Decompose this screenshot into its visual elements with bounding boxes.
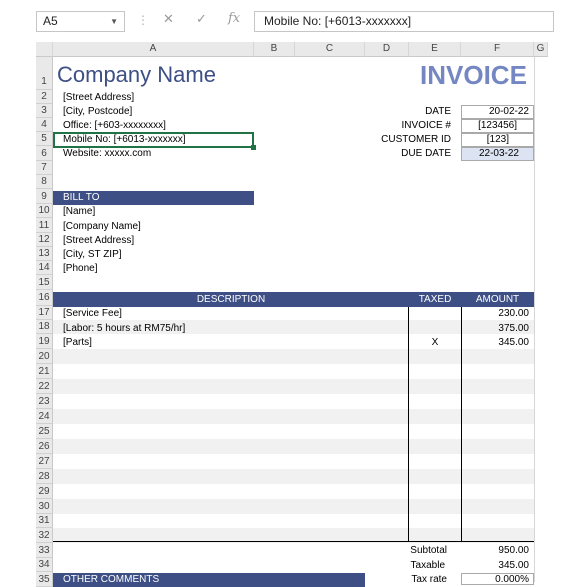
address-line[interactable]: Website: xxxxx.com bbox=[63, 148, 152, 159]
invoice-title: INVOICE bbox=[420, 60, 527, 90]
bill-to-line[interactable]: [Name] bbox=[63, 206, 96, 217]
row-header[interactable]: 18 bbox=[36, 320, 53, 334]
column-header-b[interactable] bbox=[254, 42, 295, 57]
name-box-value: A5 bbox=[43, 14, 58, 28]
row-header[interactable]: 10 bbox=[36, 204, 53, 218]
meta-value-invoice-number[interactable]: [123456] bbox=[461, 119, 534, 133]
row-header[interactable]: 17 bbox=[36, 306, 53, 320]
address-line[interactable]: Office: [+603-xxxxxxxx] bbox=[63, 120, 166, 131]
formula-input[interactable] bbox=[254, 11, 554, 32]
column-label: C bbox=[325, 43, 334, 54]
row-header[interactable]: 5 bbox=[36, 132, 53, 146]
column-label: D bbox=[382, 43, 391, 54]
row-header[interactable]: 33 bbox=[36, 543, 53, 558]
other-comments-header: OTHER COMMENTS bbox=[53, 573, 365, 587]
row-header[interactable]: 34 bbox=[36, 558, 53, 572]
meta-value-due-date[interactable]: 22-03-22 bbox=[461, 147, 534, 161]
row-header[interactable]: 22 bbox=[36, 379, 53, 394]
fill-handle[interactable] bbox=[251, 145, 256, 150]
function-icon[interactable]: fx bbox=[228, 11, 241, 26]
formula-content: Mobile No: [+6013-xxxxxxx] bbox=[264, 14, 412, 28]
row-header[interactable]: 2 bbox=[36, 90, 53, 104]
row-header[interactable]: 24 bbox=[36, 409, 53, 424]
meta-value-date[interactable]: 20-02-22 bbox=[461, 105, 534, 119]
bill-to-line[interactable]: [City, ST ZIP] bbox=[63, 249, 122, 260]
row-header[interactable]: 1 bbox=[36, 57, 53, 90]
address-line[interactable]: [City, Postcode] bbox=[63, 106, 133, 117]
subtotal-label: Subtotal bbox=[410, 545, 447, 556]
column-header-c[interactable] bbox=[295, 42, 365, 57]
line-item-description[interactable]: [Service Fee] bbox=[63, 308, 122, 319]
row-header[interactable]: 4 bbox=[36, 118, 53, 132]
column-header-e[interactable] bbox=[409, 42, 461, 57]
meta-label-customer-id: CUSTOMER ID bbox=[381, 134, 451, 145]
column-label: A bbox=[149, 43, 157, 54]
meta-label-due-date: DUE DATE bbox=[401, 148, 451, 159]
subtotal-value[interactable]: 950.00 bbox=[498, 545, 529, 556]
row-header[interactable]: 15 bbox=[36, 275, 53, 290]
meta-label-date: DATE bbox=[425, 106, 451, 117]
row-header[interactable]: 7 bbox=[36, 161, 53, 175]
name-box[interactable] bbox=[36, 11, 125, 32]
column-header-a[interactable] bbox=[53, 42, 254, 57]
taxable-value[interactable]: 345.00 bbox=[498, 560, 529, 571]
column-header-f[interactable] bbox=[461, 42, 534, 57]
bill-to-line[interactable]: [Phone] bbox=[63, 263, 98, 274]
bill-to-header: BILL TO bbox=[53, 191, 254, 205]
confirm-icon[interactable]: ✓ bbox=[196, 11, 207, 26]
row-header[interactable]: 9 bbox=[36, 189, 53, 204]
meta-label-invoice-number: INVOICE # bbox=[401, 120, 451, 131]
description-header: DESCRIPTION bbox=[53, 292, 409, 307]
line-item-taxed[interactable]: X bbox=[431, 337, 439, 348]
column-header-g[interactable] bbox=[534, 42, 548, 57]
amount-header: AMOUNT bbox=[461, 292, 534, 307]
row-header[interactable]: 35 bbox=[36, 572, 53, 587]
row-header[interactable]: 16 bbox=[36, 290, 53, 306]
taxable-label: Taxable bbox=[410, 560, 445, 571]
row-header[interactable]: 31 bbox=[36, 514, 53, 528]
row-header[interactable]: 21 bbox=[36, 364, 53, 379]
address-line[interactable]: Mobile No: [+6013-xxxxxxx] bbox=[63, 134, 186, 145]
select-all-corner[interactable] bbox=[36, 42, 53, 57]
name-box-dropdown-icon[interactable]: ▼ bbox=[110, 17, 118, 26]
line-item-amount[interactable]: 375.00 bbox=[498, 323, 529, 334]
company-name: Company Name bbox=[57, 62, 216, 87]
address-line[interactable]: [Street Address] bbox=[63, 92, 135, 103]
column-header-d[interactable] bbox=[365, 42, 409, 57]
row-header[interactable]: 8 bbox=[36, 175, 53, 189]
row-header[interactable]: 14 bbox=[36, 261, 53, 275]
line-item-description[interactable]: [Labor: 5 hours at RM75/hr] bbox=[63, 323, 186, 334]
column-label: G bbox=[536, 43, 545, 54]
line-item-amount[interactable]: 230.00 bbox=[498, 308, 529, 319]
column-label: F bbox=[493, 43, 501, 54]
row-header[interactable]: 28 bbox=[36, 469, 53, 484]
tax-rate-label: Tax rate bbox=[411, 574, 447, 585]
bill-to-line[interactable]: [Street Address] bbox=[63, 235, 135, 246]
row-header[interactable]: 27 bbox=[36, 454, 53, 469]
formula-bar-grip-icon: ⋮ bbox=[137, 13, 149, 27]
formula-bar bbox=[0, 0, 548, 42]
table-bottom-border bbox=[53, 541, 534, 542]
meta-value-customer-id[interactable]: [123] bbox=[461, 133, 534, 147]
cancel-icon[interactable]: ✕ bbox=[163, 11, 174, 26]
taxed-header: TAXED bbox=[409, 292, 461, 307]
selected-cell[interactable] bbox=[53, 132, 254, 148]
row-header[interactable]: 3 bbox=[36, 104, 53, 118]
row-header[interactable]: 6 bbox=[36, 146, 53, 161]
line-item-amount[interactable]: 345.00 bbox=[498, 337, 529, 348]
tax-rate-value[interactable]: 0.000% bbox=[461, 573, 534, 585]
row-header[interactable]: 32 bbox=[36, 528, 53, 543]
row-header[interactable]: 19 bbox=[36, 334, 53, 349]
row-header[interactable]: 11 bbox=[36, 218, 53, 233]
row-header[interactable]: 12 bbox=[36, 233, 53, 247]
line-item-description[interactable]: [Parts] bbox=[63, 337, 92, 348]
row-header[interactable]: 20 bbox=[36, 349, 53, 364]
row-header[interactable]: 26 bbox=[36, 439, 53, 454]
row-header[interactable]: 30 bbox=[36, 499, 53, 514]
row-header[interactable]: 13 bbox=[36, 247, 53, 261]
column-label: B bbox=[270, 43, 278, 54]
column-label: E bbox=[431, 43, 438, 54]
column-g-divider bbox=[534, 57, 535, 582]
bill-to-line[interactable]: [Company Name] bbox=[63, 221, 141, 232]
row-header[interactable]: 25 bbox=[36, 424, 53, 439]
row-header[interactable]: 23 bbox=[36, 394, 53, 409]
row-header[interactable]: 29 bbox=[36, 484, 53, 499]
